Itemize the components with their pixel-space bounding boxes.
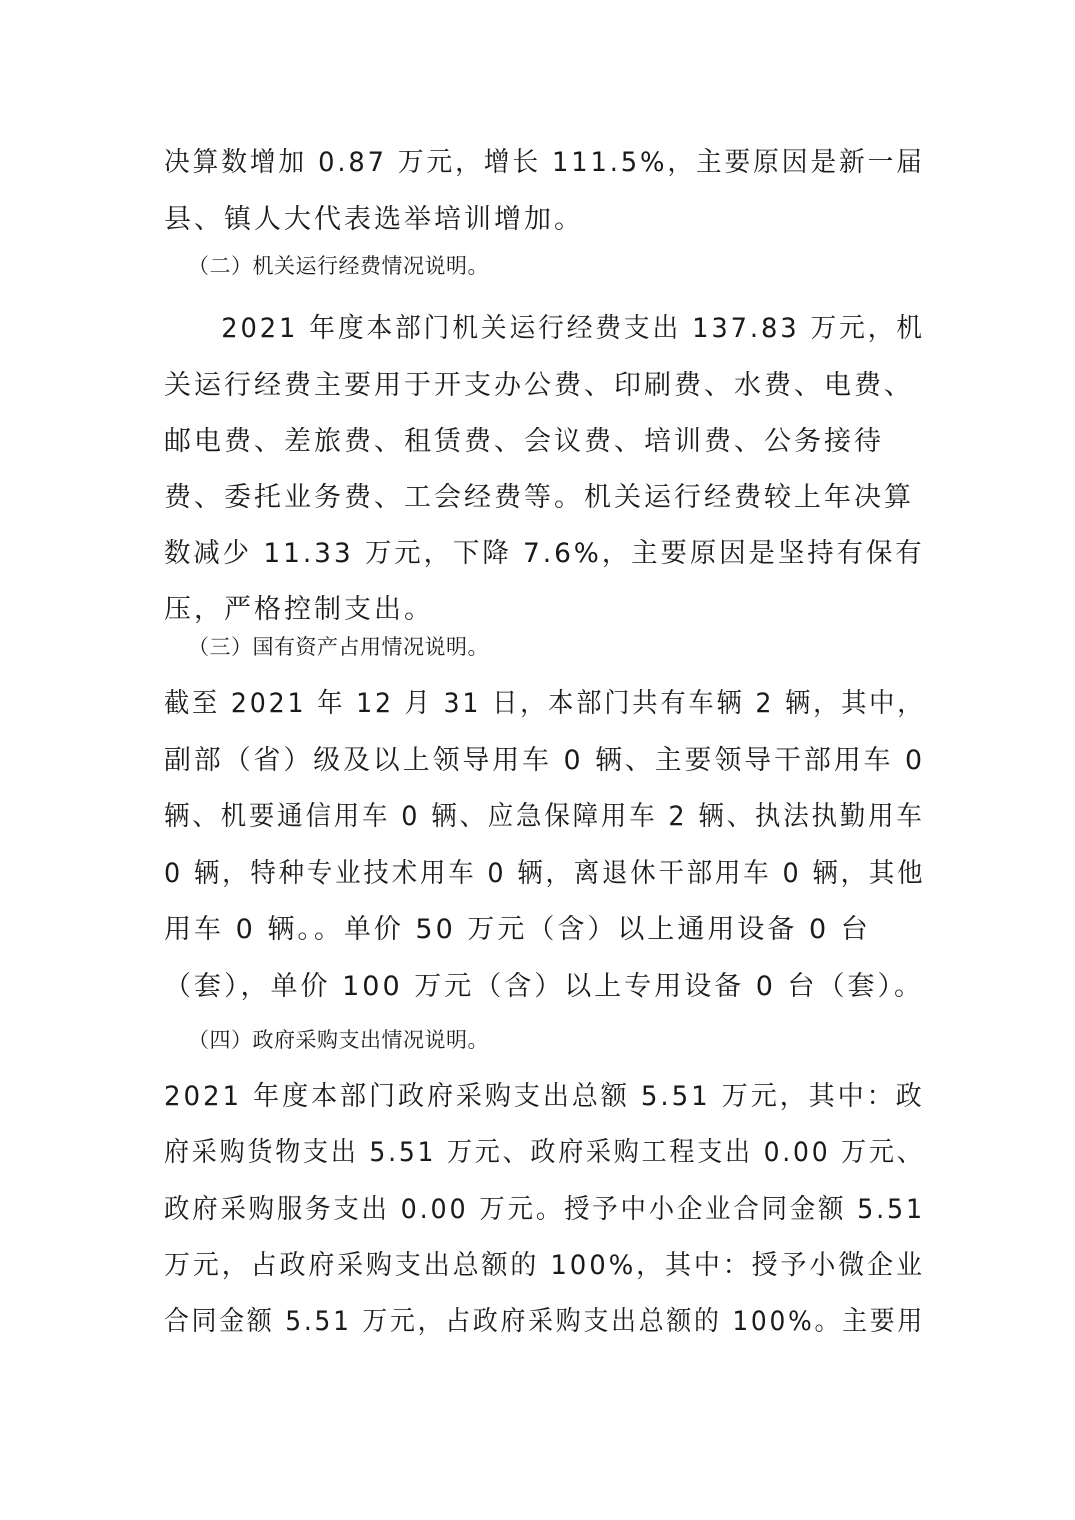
section-heading-procurement: （四）政府采购支出情况说明。 bbox=[188, 1028, 489, 1052]
paragraph-line: 副部（省）级及以上领导用车 0 辆、主要领导干部用车 0 bbox=[164, 745, 926, 776]
paragraph-line: 截至 2021 年 12 月 31 日，本部门共有车辆 2 辆，其中， bbox=[164, 688, 926, 719]
paragraph-line: 用车 0 辆。。单价 50 万元（含）以上通用设备 0 台 bbox=[164, 914, 871, 945]
paragraph-line: 压，严格控制支出。 bbox=[164, 594, 434, 625]
paragraph-line: 关运行经费主要用于开支办公费、印刷费、水费、电费、 bbox=[164, 370, 914, 401]
section-heading-state-assets: （三）国有资产占用情况说明。 bbox=[188, 635, 489, 659]
paragraph-line: 合同金额 5.51 万元，占政府采购支出总额的 100%。主要用 bbox=[164, 1306, 926, 1337]
section-heading-operating-expenses: （二）机关运行经费情况说明。 bbox=[188, 254, 489, 278]
paragraph-line: 费、委托业务费、工会经费等。机关运行经费较上年决算 bbox=[164, 482, 914, 513]
paragraph-line: 2021 年度本部门政府采购支出总额 5.51 万元，其中：政 bbox=[164, 1081, 925, 1112]
paragraph-line: 决算数增加 0.87 万元，增长 111.5%，主要原因是新一届 bbox=[164, 147, 925, 178]
paragraph-line: 2021 年度本部门机关运行经费支出 137.83 万元，机 bbox=[164, 313, 925, 344]
paragraph-line: 政府采购服务支出 0.00 万元。授予中小企业合同金额 5.51 bbox=[164, 1194, 926, 1225]
paragraph-line: 邮电费、差旅费、租赁费、会议费、培训费、公务接待 bbox=[164, 426, 884, 457]
paragraph-line: （套），单价 100 万元（含）以上专用设备 0 台（套）。 bbox=[164, 971, 925, 1002]
paragraph-line: 辆、机要通信用车 0 辆、应急保障用车 2 辆、执法执勤用车 bbox=[164, 801, 925, 832]
paragraph-line: 0 辆，特种专业技术用车 0 辆，离退休干部用车 0 辆，其他 bbox=[164, 858, 926, 889]
paragraph-line: 万元，占政府采购支出总额的 100%，其中：授予小微企业 bbox=[164, 1250, 925, 1281]
paragraph-line: 数减少 11.33 万元，下降 7.6%，主要原因是坚持有保有 bbox=[164, 538, 925, 569]
paragraph-line: 府采购货物支出 5.51 万元、政府采购工程支出 0.00 万元、 bbox=[164, 1137, 925, 1168]
paragraph-line: 县、镇人大代表选举培训增加。 bbox=[164, 204, 584, 235]
